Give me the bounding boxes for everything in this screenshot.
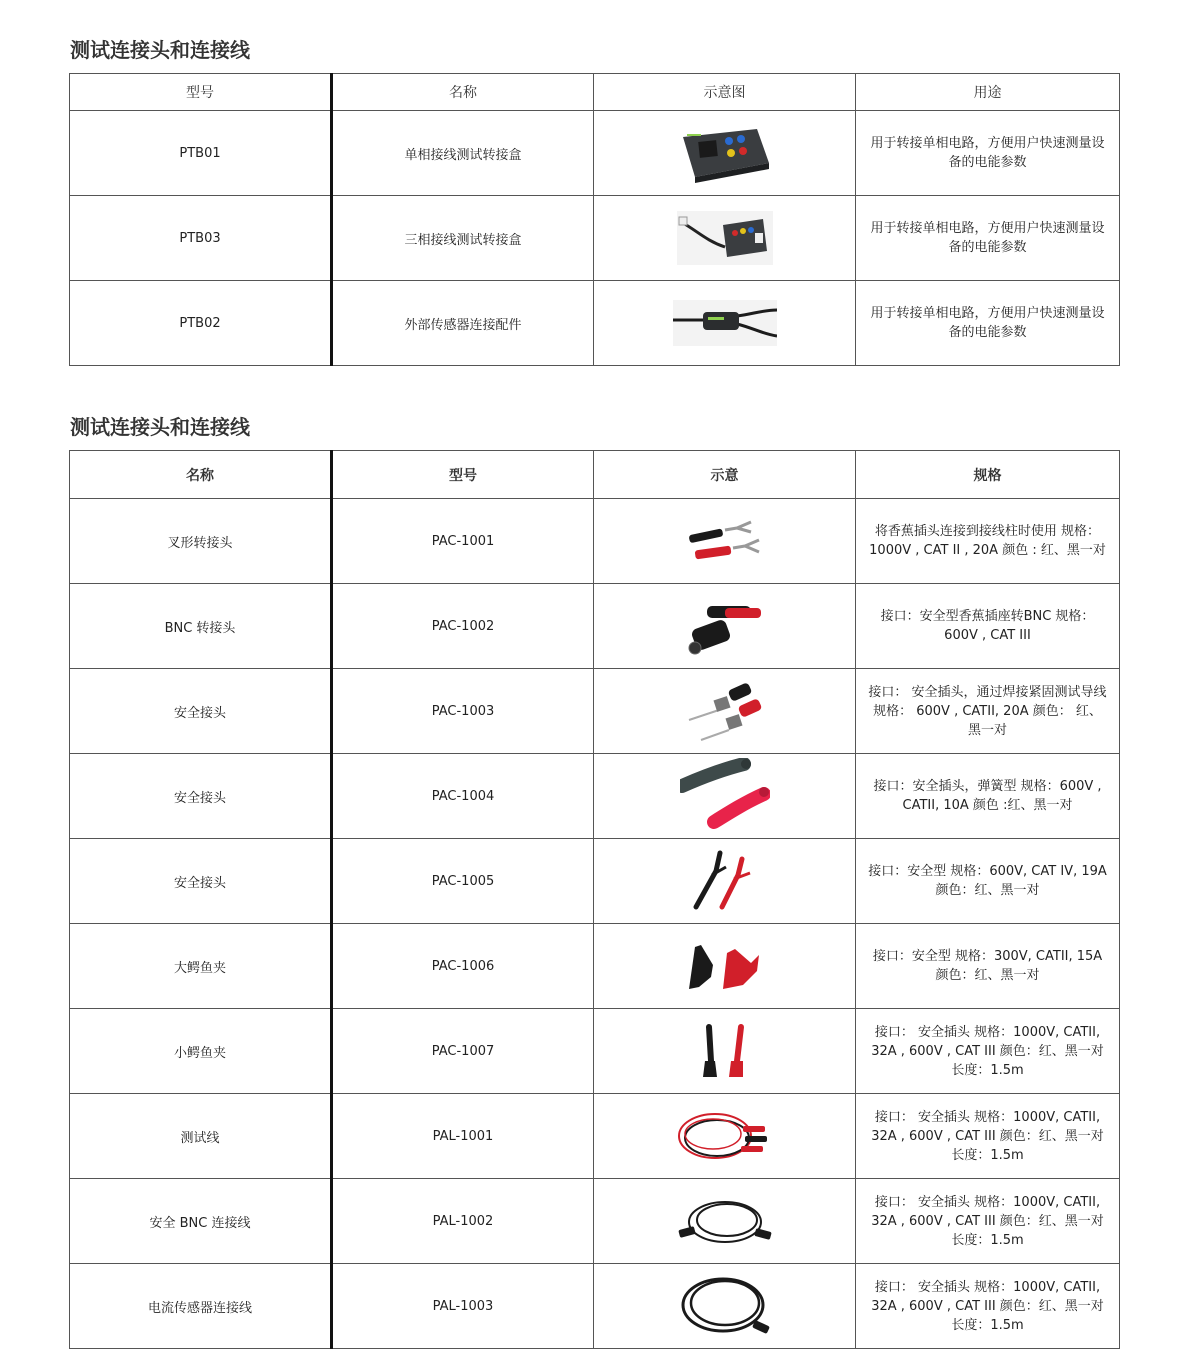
model-cell: PAC-1005: [332, 839, 594, 924]
spring-plug-image: [680, 758, 770, 834]
name-cell: 安全接头: [70, 669, 332, 754]
small-alligator-clip-image: [697, 1021, 753, 1081]
name-cell: 外部传感器连接配件: [332, 281, 594, 366]
header-usage: 用途: [856, 74, 1120, 111]
image-cell: [594, 924, 856, 1009]
spade-adapter-image: [685, 516, 765, 566]
header-model: 型号: [70, 74, 332, 111]
image-cell: [594, 1179, 856, 1264]
image-cell: [594, 669, 856, 754]
sensor-adapter-image: [673, 300, 777, 346]
table-row: [70, 924, 1120, 1009]
spec-cell: 接口：安全插头，弹簧型 规格：600V , CATII, 10A 颜色 :红、黑一对: [856, 754, 1120, 839]
spec-cell: 将香蕉插头连接到接线柱时使用 规格：1000V , CAT II , 20A 颜色 : 红、黑一对: [856, 499, 1120, 584]
image-cell: [594, 1264, 856, 1349]
table-row: [70, 111, 1120, 196]
spec-cell: 接口：安全型 规格：300V, CATII, 15A 颜色：红、黑一对: [856, 924, 1120, 1009]
model-cell: PAC-1007: [332, 1009, 594, 1094]
name-cell: 安全接头: [70, 754, 332, 839]
sensor-cable-image: [675, 1273, 775, 1339]
usage-cell: 用于转接单相电路，方便用户快速测量设备的电能参数: [856, 281, 1120, 366]
accessory-table-1: [69, 73, 1120, 366]
model-cell: PTB02: [70, 281, 332, 366]
model-cell: PAC-1002: [332, 584, 594, 669]
name-cell: 单相接线测试转接盒: [332, 111, 594, 196]
usage-cell: 用于转接单相电路，方便用户快速测量设备的电能参数: [856, 196, 1120, 281]
table-row: [70, 1094, 1120, 1179]
model-cell: PAC-1004: [332, 754, 594, 839]
name-cell: 安全 BNC 连接线: [70, 1179, 332, 1264]
image-cell: [594, 1009, 856, 1094]
image-cell: [594, 499, 856, 584]
table-row: [70, 839, 1120, 924]
table-row: [70, 584, 1120, 669]
name-cell: 大鳄鱼夹: [70, 924, 332, 1009]
solder-plug-image: [685, 676, 765, 746]
header-name: 名称: [70, 451, 332, 499]
name-cell: 小鳄鱼夹: [70, 1009, 332, 1094]
table-row: [70, 669, 1120, 754]
name-cell: 电流传感器连接线: [70, 1264, 332, 1349]
header-name: 名称: [332, 74, 594, 111]
image-cell: [594, 584, 856, 669]
spec-cell: 接口： 安全插头 规格：1000V, CATII, 32A , 600V , CAT III 颜色：红、黑一对 长度：1.5m: [856, 1179, 1120, 1264]
name-cell: 安全接头: [70, 839, 332, 924]
model-cell: PTB03: [70, 196, 332, 281]
spec-cell: 接口： 安全插头 规格：1000V, CATII, 32A , 600V , CAT III 颜色：红、黑一对 长度：1.5m: [856, 1264, 1120, 1349]
accessory-table-2: [69, 450, 1120, 1349]
large-alligator-clip-image: [687, 941, 763, 991]
hook-clip-image: [690, 849, 760, 913]
header-image: 示意图: [594, 74, 856, 111]
bnc-adapter-image: [685, 594, 765, 658]
table-row: [70, 499, 1120, 584]
image-cell: [594, 281, 856, 366]
image-cell: [594, 111, 856, 196]
three-phase-box-image: [677, 211, 773, 265]
usage-cell: 用于转接单相电路，方便用户快速测量设备的电能参数: [856, 111, 1120, 196]
image-cell: [594, 839, 856, 924]
name-cell: 三相接线测试转接盒: [332, 196, 594, 281]
header-spec: 规格: [856, 451, 1120, 499]
model-cell: PAC-1003: [332, 669, 594, 754]
test-lead-image: [675, 1106, 775, 1166]
table-row: [70, 1179, 1120, 1264]
name-cell: 测试线: [70, 1094, 332, 1179]
name-cell: 叉形转接头: [70, 499, 332, 584]
model-cell: PAL-1003: [332, 1264, 594, 1349]
table-row: [70, 196, 1120, 281]
model-cell: PTB01: [70, 111, 332, 196]
bnc-cable-image: [675, 1192, 775, 1250]
table-row: [70, 281, 1120, 366]
section-2-title: 测试连接头和连接线: [70, 415, 250, 439]
section-1-title: 测试连接头和连接线: [70, 38, 250, 62]
spec-cell: 接口： 安全插头，通过焊接紧固测试导线 规格： 600V , CATII, 20A 颜色： 红、黑一对: [856, 669, 1120, 754]
model-cell: PAC-1001: [332, 499, 594, 584]
model-cell: PAL-1002: [332, 1179, 594, 1264]
spec-cell: 接口： 安全插头 规格：1000V, CATII, 32A , 600V , CAT III 颜色：红、黑一对 长度：1.5m: [856, 1094, 1120, 1179]
spec-cell: 接口： 安全插头 规格：1000V, CATII, 32A , 600V , CAT III 颜色：红、黑一对 长度：1.5m: [856, 1009, 1120, 1094]
header-image: 示意: [594, 451, 856, 499]
single-phase-box-image: [677, 123, 773, 183]
image-cell: [594, 1094, 856, 1179]
spec-cell: 接口：安全型 规格：600V, CAT IV, 19A 颜色：红、黑一对: [856, 839, 1120, 924]
image-cell: [594, 196, 856, 281]
header-model: 型号: [332, 451, 594, 499]
table-row: [70, 1009, 1120, 1094]
image-cell: [594, 754, 856, 839]
spec-cell: 接口：安全型香蕉插座转BNC 规格：600V , CAT III: [856, 584, 1120, 669]
name-cell: BNC 转接头: [70, 584, 332, 669]
table-row: [70, 754, 1120, 839]
table-row: [70, 1264, 1120, 1349]
model-cell: PAL-1001: [332, 1094, 594, 1179]
model-cell: PAC-1006: [332, 924, 594, 1009]
